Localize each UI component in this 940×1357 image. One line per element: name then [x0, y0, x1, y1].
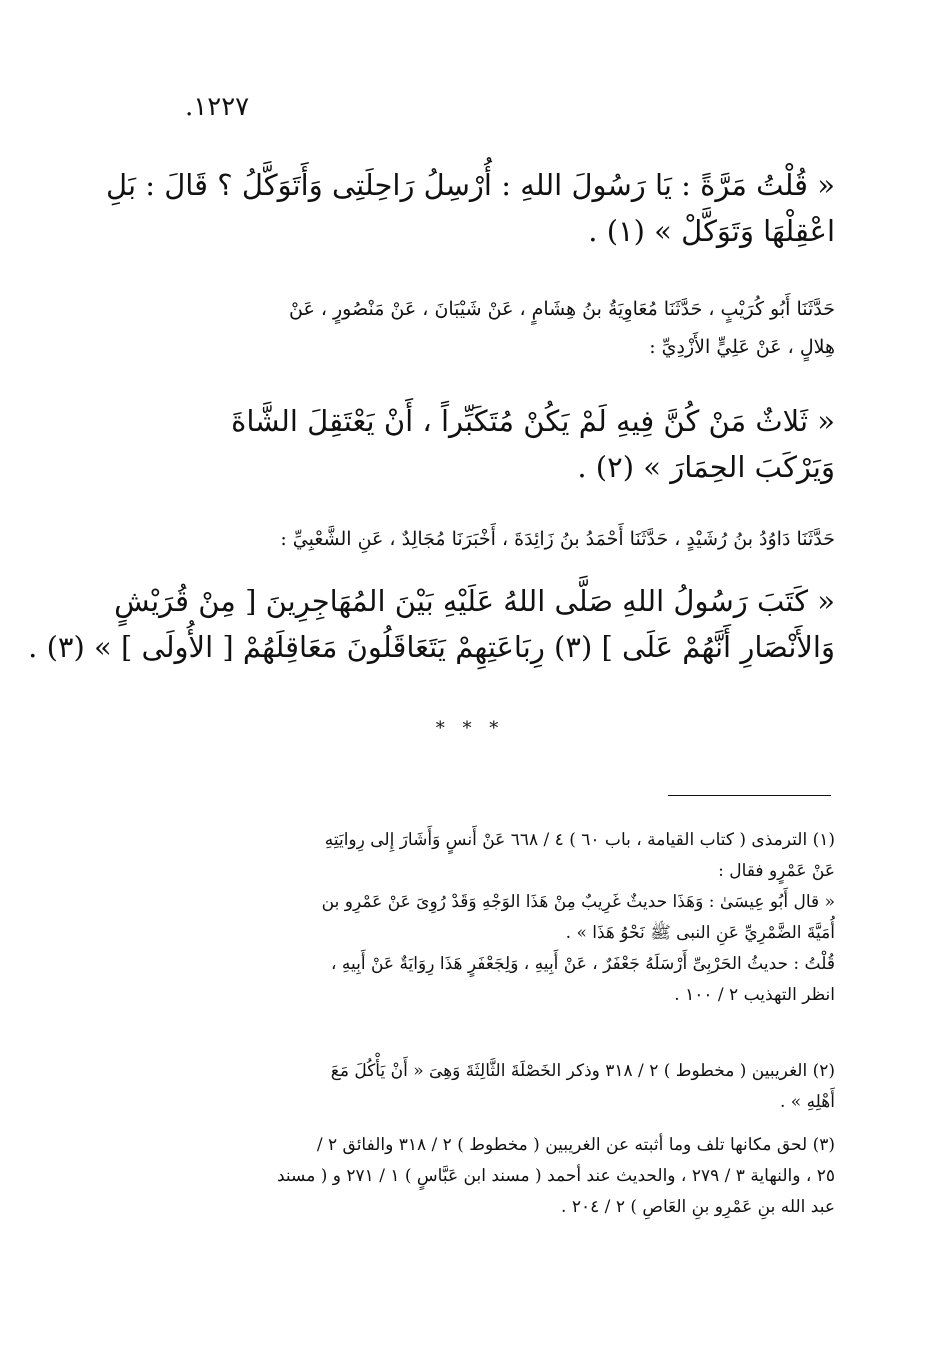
footnote-line: (٢) الغريبين ( مخطوط ) ٢ / ٣١٨ وذكر الخَصْلَةَ الثَّالِثَةَ وَهِىَ « أَنْ يَأْكُلَ مَعَ: [330, 1061, 835, 1081]
footnote-line: انظر التهذيب ٢ / ١٠٠ .: [674, 985, 835, 1005]
hadith-line: « كَتَبَ رَسُولُ اللهِ صَلَّى اللهُ عَلَيْهِ بَيْنَ المُهَاجِرِينَ [ مِنْ قُرَيْشٍ: [114, 584, 835, 618]
isnad-3: [160, 520, 835, 558]
hadith-line: « قُلْتُ مَرَّةً : يَا رَسُولَ اللهِ : أُرْسِلُ رَاحِلَتِى وَأَتَوَكَّلُ ؟ قَالَ : بَلِ: [106, 168, 835, 202]
isnad-line: حَدَّثَنَا دَاوُدُ بنُ رُشَيْدٍ ، حَدَّثَنَا أَحْمَدُ بنُ زَائِدَةَ ، أَخْبَرَنَا مُجَالِدٌ ، عَنِ الشَّعْبِيِّ :: [280, 528, 835, 550]
hadith-line: اعْقِلْهَا وَتَوَكَّلْ » (١) .: [588, 214, 835, 248]
hadith-line: وَالأَنْصَارِ أَنَّهُمْ عَلَى ] (٣) رِبَاعَتِهِمْ يَتَعَاقَلُونَ مَعَاقِلَهُمْ [ الأُولَى ] » (٣) .: [28, 630, 835, 664]
footnote-line: « قال أَبُو عِيسَىٰ : وَهَذَا حديثٌ غَرِيبٌ مِنْ هَذَا الوَجْهِ وَقَدْ رُوِىَ عَنْ عَمْرِو بن: [321, 892, 835, 912]
section-separator: * * *: [435, 718, 505, 739]
page-number: ١٢٢٧.: [185, 92, 250, 122]
footnote-rule: [668, 795, 831, 796]
footnote-line: قُلْتُ : حديثُ الحَرْبِىِّ أَرْسَلَهُ جَعْفَرٌ ، عَنْ أَبِيهِ ، وَلِجَعْفَرٍ هَذَا رِوَايَةٌ عَنْ أَبِيهِ ،: [330, 954, 835, 974]
footnote-1: [160, 825, 835, 1011]
footnote-line: عبد الله بنِ عَمْرِو بنِ العَاصِ ) ٢ / ٢٠٤ .: [561, 1197, 835, 1217]
hadith-line: « ثَلاثٌ مَنْ كُنَّ فِيهِ لَمْ يَكُنْ مُتَكَبِّراً ، أَنْ يَعْتَقِلَ الشَّاةَ: [231, 404, 835, 438]
footnote-line: أُمَيَّةَ الضَّمْرِيِّ عَنِ النبى ﷺ نَحْوُ هَذَا » .: [565, 923, 835, 943]
footnote-line: (١) الترمذى ( كتاب القيامة ، باب ٦٠ ) ٤ / ٦٦٨ عَنْ أَنسٍ وَأَشَارَ إِلى رِوايَتِهِ: [324, 830, 835, 850]
footnote-line: عَنْ عَمْرٍو فقال :: [718, 861, 835, 881]
isnad-2: [160, 290, 835, 366]
hadith-3: [28, 578, 835, 670]
hadith-2: [160, 398, 835, 490]
isnad-line: هِلالٍ ، عَنْ عَلِيٍّ الأَزْدِيِّ :: [649, 336, 835, 358]
hadith-line: وَيَرْكَبَ الحِمَارَ » (٢) .: [577, 450, 835, 484]
footnote-line: ٢٥ ، والنهاية ٣ / ٢٧٩ ، والحديث عند أحمد ( مسند ابن عَبَّاسٍ ) ١ / ٢٧١ و ( مسند: [277, 1166, 835, 1186]
hadith-1: [106, 162, 835, 254]
footnote-2: [160, 1056, 835, 1118]
footnote-line: أَهْلِهِ » .: [779, 1092, 835, 1112]
footnote-line: (٣) لحق مكانها تلف وما أثبته عن الغريبين ( مخطوط ) ٢ / ٣١٨ والفائق ٢ /: [316, 1135, 835, 1155]
isnad-line: حَدَّثَنَا أَبُو كُرَيْبٍ ، حَدَّثَنَا مُعَاوِيَةُ بنُ هِشَامٍ ، عَنْ شَيْبَانَ ، عَنْ مَنْصُورٍ ، عَنْ: [289, 298, 835, 320]
footnote-3: [160, 1130, 835, 1223]
